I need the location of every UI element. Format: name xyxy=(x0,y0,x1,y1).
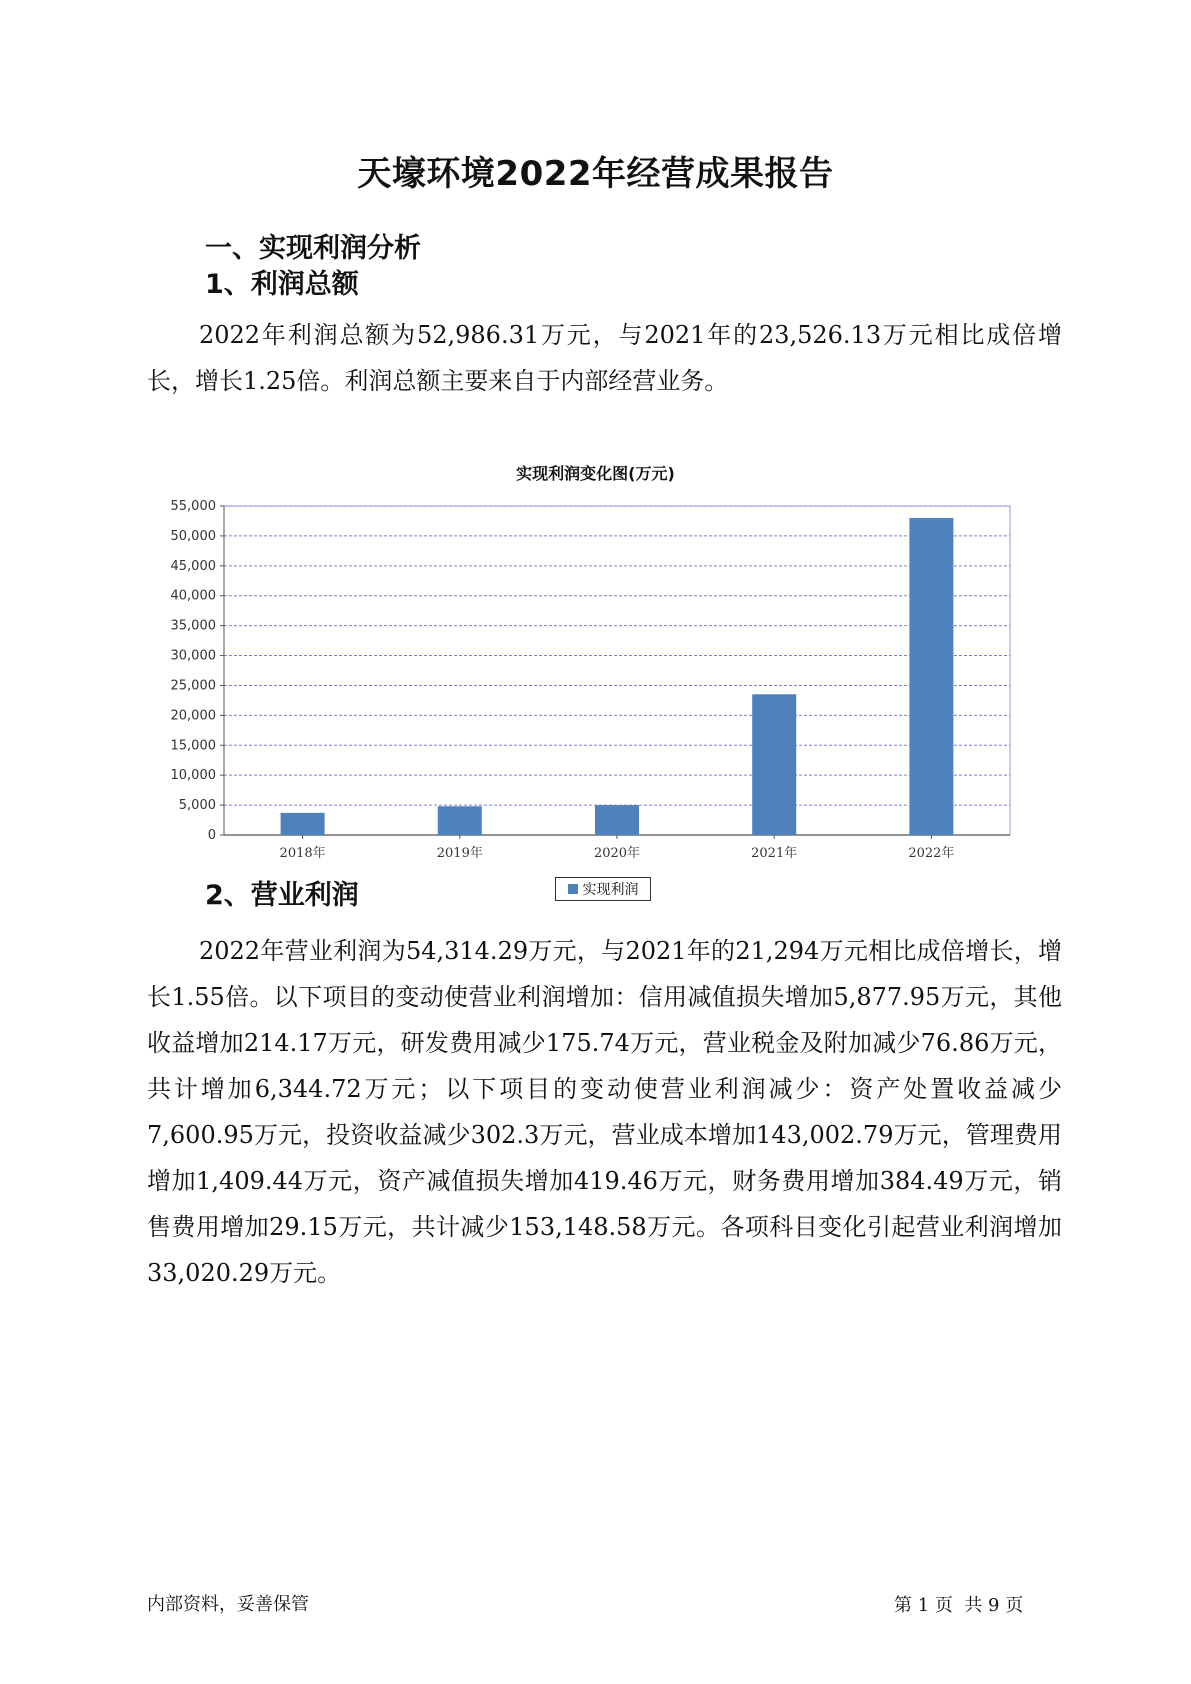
bar-2022年 xyxy=(909,518,953,835)
y-tick-label: 5,000 xyxy=(178,798,216,814)
y-tick-label: 30,000 xyxy=(170,648,216,664)
y-tick-label: 0 xyxy=(207,828,216,843)
subheading-operating-profit: 2、营业利润 xyxy=(205,880,359,911)
document-title: 天壕环境2022年经营成果报告 xyxy=(357,154,834,194)
y-tick-label: 10,000 xyxy=(170,768,216,784)
paragraph-operating-profit: 2022年营业利润为54,314.29万元，与2021年的21,294万元相比成倍增长，增长1.55倍。以下项目的变动使营业利润增加：信用减值损失增加5,877.95万元，其他收益增加214.17万元，研发费用减少175.74万元，营业税金及附加减少76.86万元，共计增加6,344.72万元；以下项目的变动使营业利润减少：资产处置收益减少7,600.95万元，投资收益减少302.3万元，营业成本增加143,002.79万元，管理费用增加1,409.44万元，资产减值损失增加419.46万元，财务费用增加384.49万元，销售费用增加29.15万元，共计减少153,148.58万元。各项科目变化引起营业利润增加33,020.29万元。 xyxy=(147,937,1062,1287)
profit-bar-chart xyxy=(0,490,1191,875)
paragraph-total-profit: 2022年利润总额为52,986.31万元，与2021年的23,526.13万元相比成倍增长，增长1.25倍。利润总额主要来自于内部经营业务。 xyxy=(147,321,1062,395)
x-tick-label: 2018年 xyxy=(279,846,326,861)
chart-legend xyxy=(555,877,651,901)
chart-title: 实现利润变化图(万元) xyxy=(516,464,675,483)
subheading-total-profit: 1、利润总额 xyxy=(205,269,359,300)
plot-area xyxy=(224,506,1010,835)
legend-label: 实现利润 xyxy=(582,882,639,898)
y-tick-label: 40,000 xyxy=(170,588,216,604)
legend-swatch xyxy=(568,884,578,894)
bar-2018年 xyxy=(281,813,325,835)
y-tick-label: 35,000 xyxy=(170,618,216,634)
y-tick-label: 15,000 xyxy=(170,738,216,754)
section-heading-profit-analysis: 一、实现利润分析 xyxy=(205,233,421,264)
x-tick-label: 2021年 xyxy=(751,846,798,861)
x-tick-label: 2022年 xyxy=(908,846,955,861)
footer-confidential-note: 内部资料，妥善保管 xyxy=(147,1594,309,1615)
y-tick-label: 45,000 xyxy=(170,558,216,574)
y-tick-label: 25,000 xyxy=(170,678,216,694)
x-tick-label: 2020年 xyxy=(593,846,641,861)
bar-2019年 xyxy=(438,806,482,835)
x-tick-label: 2019年 xyxy=(436,846,483,861)
y-tick-label: 20,000 xyxy=(170,708,216,724)
bar-2020年 xyxy=(595,805,639,835)
y-tick-label: 50,000 xyxy=(170,528,216,544)
y-tick-label: 55,000 xyxy=(170,499,216,514)
footer-page-number: 第 1 页 共 9 页 xyxy=(894,1595,1024,1616)
bar-2021年 xyxy=(752,694,796,835)
